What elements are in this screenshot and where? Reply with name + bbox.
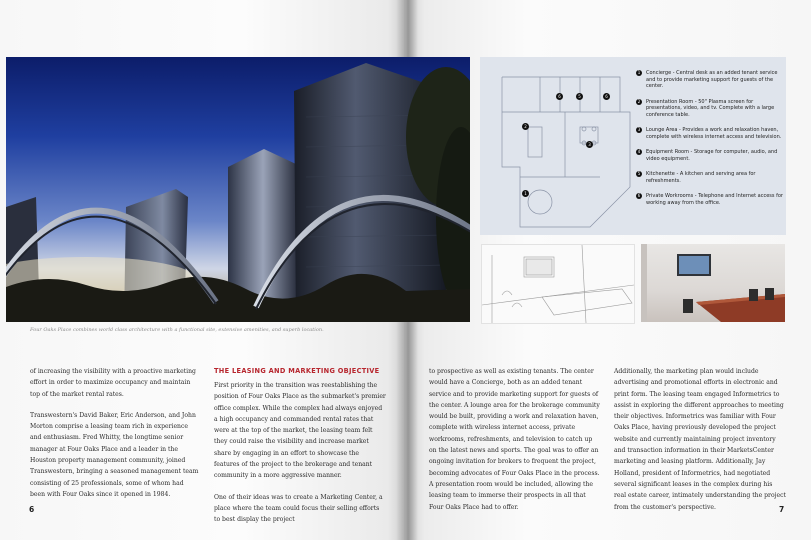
body-paragraph: One of their ideas was to create a Marketing Center, a place where the team could focus their selling efforts to best display the project <box>214 493 383 524</box>
render-drawing <box>641 244 785 322</box>
sketch-drawing <box>482 245 634 323</box>
plan-marker: 3 <box>586 141 593 148</box>
body-paragraph: Additionally, the marketing plan would include advertising and promotional efforts in electronic and print form. The leasing team engaged Informetrics to assist in exploring the different approaches to meeting their objectives. Informetrics was familiar with Four Oaks Place, having previously developed the project website and currently maintaining project inventory and transaction information in their MarketsCenter marketing and leasing platform. Additionally, Jay Holland, president of Informetrics, had negotiated several significant leases in the complex during his real estate career, intimately understanding the project from the customer's perspective. <box>614 368 786 511</box>
floor-plan-legend <box>636 70 786 215</box>
section-heading: THE LEASING AND MARKETING OBJECTIVE <box>214 367 380 375</box>
body-paragraph: to prospective as well as existing tenants. The center would have a Concierge, both as an added tenant service and to provide marketing support for guests of the center. A lounge area for the brokerage community would be built, providing a work and relaxation haven, complete with wireless internet access, private workrooms, refreshments, and television to catch up on the latest news and sports. The goal was to offer an ongoing invitation for brokers to frequent the project, becoming advocates of Four Oaks Place in the process. A presentation room would be included, allowing the leasing team to immerse their prospects in all that Four Oaks Place had to offer. <box>429 368 600 511</box>
conference-room-render <box>641 244 785 322</box>
page-number-right: 7 <box>779 505 785 514</box>
text-column-1 <box>30 366 200 510</box>
body-paragraph: of increasing the visibility with a proactive marketing effort in order to maximize occupancy and maintain top of the market rental rates. <box>30 368 196 398</box>
legend-item: 4 Equipment Room - Storage for computer, audio, and video equipment. <box>637 149 778 162</box>
legend-item: 2 Presentation Room - 50" Plasma screen for presentations, video, and tv. Complete with a large conference table. <box>637 98 775 118</box>
legend-item: 3 Lounge Area - Provides a work and relaxation haven, complete with wireless internet access and television. <box>637 127 782 140</box>
plan-marker: 1 <box>522 190 529 197</box>
legend-item: 5 Kitchenette - A kitchen and serving area for refreshments. <box>637 171 756 184</box>
presentation-room-sketch <box>481 244 635 324</box>
photo-caption: Four Oaks Place combines world class architecture with a functional site, extensive amenities, and superb location. <box>30 327 324 333</box>
body-paragraph: Transwestern's David Baker, Eric Anderson, and John Morton comprise a leasing team rich in experience and enthusiasm. Fred Whitty, the longtime senior manager at Four Oaks Place and a leader in the Houston property management community, joined Transwestern, bringing a seasoned management team consisting of 25 professionals, some of whom had been with Four Oaks since it opened in 1984. <box>30 411 199 498</box>
skyline-illustration <box>6 57 470 322</box>
legend-item: 6 Private Workrooms - Telephone and Internet access for working away from the office. <box>637 193 783 206</box>
plan-marker: 2 <box>522 123 529 130</box>
building-photo <box>6 57 470 322</box>
plan-marker: 5 <box>576 93 583 100</box>
text-column-3 <box>429 366 601 523</box>
plan-marker: 6 <box>556 93 563 100</box>
body-paragraph: First priority in the transition was reestablishing the position of Four Oaks Place as the submarket's premier office complex. While the complex had always enjoyed a high occupancy and commanded rental rates that were at the top of the market, the leasing team felt they could raise the visibility and increase market share by engaging in an effort to showcase the features of the project to the brokerage and tenant community in a more aggressive manner. <box>214 382 386 480</box>
legend-item: 1 Concierge - Central desk as an added tenant service and to provide marketing support for guests of the center. <box>637 70 778 89</box>
plan-marker: 6 <box>603 93 610 100</box>
page-number-left: 6 <box>29 505 35 514</box>
text-column-2 <box>214 366 386 536</box>
text-column-4 <box>614 366 786 523</box>
